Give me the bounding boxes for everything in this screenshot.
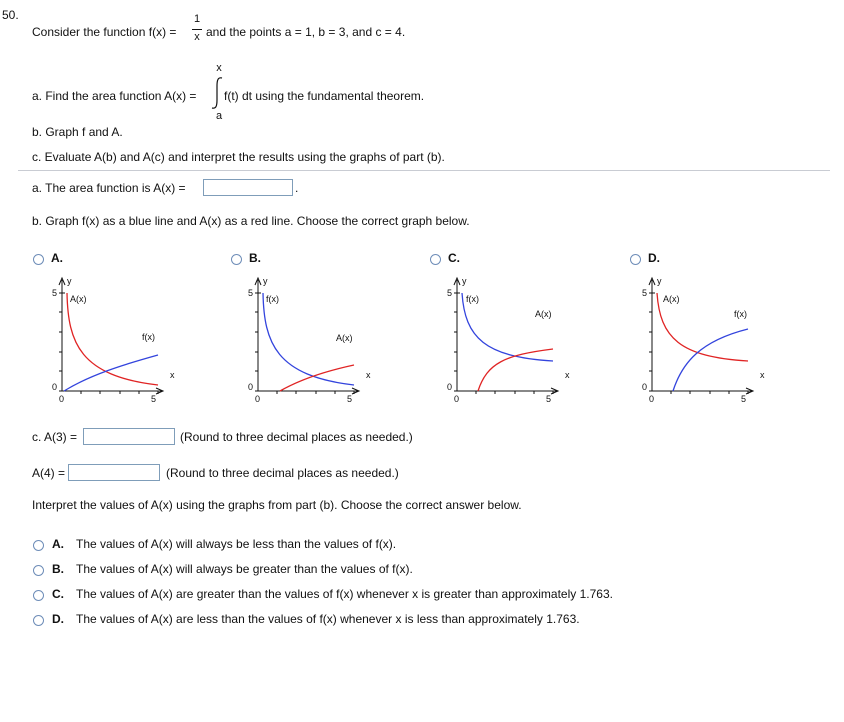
curve-label-mid: A(x) [336,333,353,343]
x-tick-5: 5 [347,394,353,404]
x-tick-0: 0 [59,394,65,404]
y-tick-0: 0 [248,382,254,392]
integral-lower-limit: a [215,110,223,122]
x-tick-5: 5 [741,394,747,404]
intro-suffix: and the points a = 1, b = 3, and c = 4. [206,25,406,39]
part-c-task: c. Evaluate A(b) and A(c) and interpret the results using the graphs of part (b). [32,150,445,164]
interpret-option-a-radio[interactable] [33,540,44,551]
graph-option-d[interactable] [640,273,770,403]
y-tick-0: 0 [642,382,648,392]
graph-option-b-label: B. [249,251,261,265]
fraction-denominator: x [194,31,200,43]
y-tick-0: 0 [52,382,58,392]
a4-input[interactable] [68,464,160,481]
answer-a-label: a. The area function is A(x) = [32,181,186,195]
interpret-option-b-radio[interactable] [33,565,44,576]
x-tick-5: 5 [546,394,552,404]
interpret-option-a-letter: A. [52,537,64,551]
part-a-task-prefix: a. Find the area function A(x) = [32,89,197,103]
y-axis-label: y [462,276,467,286]
y-tick-5: 5 [447,288,453,298]
curve-label-top: f(x) [266,294,279,304]
interpret-option-c-radio[interactable] [33,590,44,601]
graph-option-b-radio[interactable] [231,254,242,265]
a3-label: c. A(3) = [32,430,78,444]
graph-option-a-label: A. [51,251,63,265]
y-tick-5: 5 [52,288,58,298]
graph-option-d-radio[interactable] [630,254,641,265]
x-tick-0: 0 [454,394,460,404]
graph-option-a[interactable] [50,273,180,403]
interpret-option-d-text[interactable]: The values of A(x) are less than the values of f(x) whenever x is less than approximately 1.763. [76,612,580,626]
y-tick-5: 5 [642,288,648,298]
y-tick-5: 5 [248,288,254,298]
a4-label: A(4) = [32,466,66,480]
x-tick-0: 0 [649,394,655,404]
problem-number: 50. [2,8,19,22]
a4-note: (Round to three decimal places as needed.) [166,466,399,480]
x-axis-label: x [565,370,570,380]
a3-note: (Round to three decimal places as needed.) [180,430,413,444]
graph-option-b[interactable] [246,273,376,403]
answer-a-period: . [295,181,299,195]
interpret-option-c-text[interactable]: The values of A(x) are greater than the values of f(x) whenever x is greater than approximately 1.763. [76,587,613,601]
x-tick-0: 0 [255,394,261,404]
fraction-numerator: 1 [193,13,201,25]
intro-prefix: Consider the function f(x) = [32,25,177,39]
y-axis-label: y [67,276,72,286]
curve-label-top: A(x) [663,294,680,304]
part-b-task: b. Graph f and A. [32,125,123,139]
curve-label-top: f(x) [466,294,479,304]
x-axis-label: x [760,370,765,380]
y-axis-label: y [263,276,268,286]
y-axis-label: y [657,276,662,286]
curve-label-top: A(x) [70,294,87,304]
graph-option-c-radio[interactable] [430,254,441,265]
part-a-task-suffix: f(t) dt using the fundamental theorem. [224,89,425,103]
curve-label-mid: f(x) [142,332,155,342]
y-tick-0: 0 [447,382,453,392]
curve-label-mid: A(x) [535,309,552,319]
graph-option-c[interactable] [445,273,575,403]
interpret-option-c-letter: C. [52,587,64,601]
graph-option-c-label: C. [448,251,460,265]
x-axis-label: x [170,370,175,380]
interpret-option-a-text[interactable]: The values of A(x) will always be less than the values of f(x). [76,537,397,551]
fraction-bar [192,29,202,30]
red-curve [478,349,553,391]
interpret-prompt: Interpret the values of A(x) using the graphs from part (b). Choose the correct answer below. [32,498,522,512]
area-function-input[interactable] [203,179,293,196]
interpret-option-b-letter: B. [52,562,64,576]
divider [18,170,830,171]
x-axis-label: x [366,370,371,380]
integral-upper-limit: x [216,62,222,74]
x-tick-5: 5 [151,394,157,404]
graph-option-a-radio[interactable] [33,254,44,265]
curve-label-mid: f(x) [734,309,747,319]
interpret-option-b-text[interactable]: The values of A(x) will always be greater than the values of f(x). [76,562,413,576]
interpret-option-d-letter: D. [52,612,64,626]
interpret-option-d-radio[interactable] [33,615,44,626]
a3-input[interactable] [83,428,175,445]
graph-option-d-label: D. [648,251,660,265]
answer-b-prompt: b. Graph f(x) as a blue line and A(x) as a red line. Choose the correct graph below. [32,214,470,228]
